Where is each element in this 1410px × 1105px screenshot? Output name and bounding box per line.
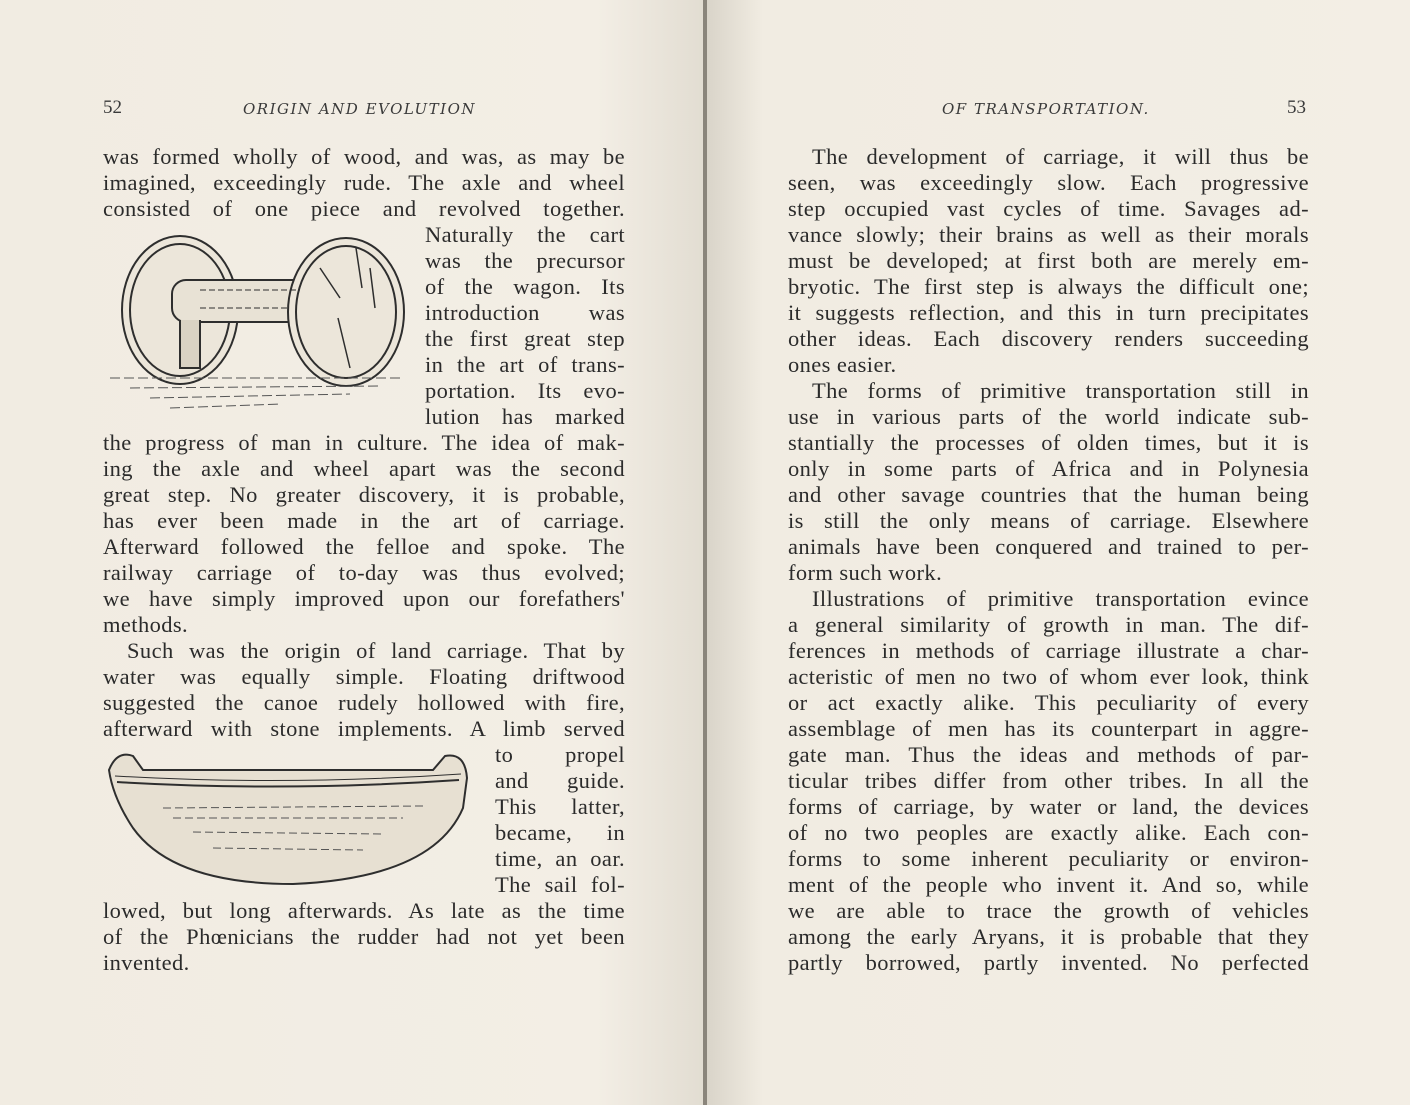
right-line-5: must be developed; at first both are merely em- xyxy=(788,248,1309,273)
left-line-11: lution has marked xyxy=(425,404,625,429)
left-line-27: became, in xyxy=(495,820,625,845)
right-folio: 53 xyxy=(1287,97,1306,118)
right-line-22: or act exactly alike. This peculiarity of every xyxy=(788,690,1309,715)
right-line-14: and other savage countries that the human being xyxy=(788,482,1309,507)
left-line-6: of the wagon. Its xyxy=(425,274,625,299)
right-line-31: among the early Aryans, it is probable that they xyxy=(788,924,1309,949)
left-line-12: the progress of man in culture. The idea of mak- xyxy=(103,430,625,455)
right-line-20: ferences in methods of carriage illustrate a char- xyxy=(788,638,1309,663)
right-line-11: use in various parts of the world indicate sub- xyxy=(788,404,1309,429)
right-line-30: we are able to trace the growth of vehicles xyxy=(788,898,1309,923)
right-line-13: only in some parts of Africa and in Polynesia xyxy=(788,456,1309,481)
right-line-3: step occupied vast cycles of time. Savages ad- xyxy=(788,196,1309,221)
left-line-14: great step. No greater discovery, it is probable, xyxy=(103,482,625,507)
right-page xyxy=(707,0,1410,1105)
left-line-15: has ever been made in the art of carriage. xyxy=(103,508,625,533)
right-line-6: bryotic. The first step is always the difficult one; xyxy=(788,274,1309,299)
right-line-17: form such work. xyxy=(788,560,943,585)
canoe-illustration xyxy=(103,748,473,890)
right-line-28: forms to some inherent peculiarity or environ- xyxy=(788,846,1309,871)
left-line-25: and guide. xyxy=(495,768,625,793)
right-line-24: gate man. Thus the ideas and methods of par- xyxy=(788,742,1309,767)
right-line-21: acteristic of men no two of whom ever look, think xyxy=(788,664,1309,689)
right-line-7: it suggests reflection, and this in turn precipitates xyxy=(788,300,1309,325)
left-line-23: afterward with stone implements. A limb served xyxy=(103,716,625,741)
right-line-26: forms of carriage, by water or land, the devices xyxy=(788,794,1309,819)
right-line-16: animals have been conquered and trained to per- xyxy=(788,534,1309,559)
right-line-19: a general similarity of growth in man. The dif- xyxy=(788,612,1309,637)
right-line-18: Illustrations of primitive transportation evince xyxy=(812,586,1309,611)
right-line-8: other ideas. Each discovery renders succeeding xyxy=(788,326,1309,351)
left-line-24: to propel xyxy=(495,742,625,767)
left-line-32: invented. xyxy=(103,950,190,975)
right-line-25: ticular tribes differ from other tribes. In all the xyxy=(788,768,1309,793)
right-line-23: assemblage of men has its counterpart in aggre- xyxy=(788,716,1309,741)
left-page xyxy=(0,0,703,1105)
right-line-12: stantially the processes of olden times, but it is xyxy=(788,430,1309,455)
right-line-1: The development of carriage, it will thus be xyxy=(812,144,1309,169)
left-line-21: water was equally simple. Floating driftwood xyxy=(103,664,625,689)
left-line-2: imagined, exceedingly rude. The axle and wheel xyxy=(103,170,625,195)
right-line-9: ones easier. xyxy=(788,352,897,377)
right-line-29: ment of the people who invent it. And so, while xyxy=(788,872,1309,897)
left-line-26: This latter, xyxy=(495,794,625,819)
left-line-22: suggested the canoe rudely hollowed with fire, xyxy=(103,690,625,715)
right-line-27: of no two peoples are exactly alike. Each con- xyxy=(788,820,1309,845)
left-line-19: methods. xyxy=(103,612,189,637)
left-line-1: was formed wholly of wood, and was, as may be xyxy=(103,144,625,169)
left-line-4: Naturally the cart xyxy=(425,222,625,247)
left-running-title: ORIGIN AND EVOLUTION xyxy=(243,100,477,118)
left-line-10: portation. Its evo- xyxy=(425,378,625,403)
left-line-16: Afterward followed the felloe and spoke. The xyxy=(103,534,625,559)
left-line-20: Such was the origin of land carriage. That by xyxy=(127,638,625,663)
left-line-3: consisted of one piece and revolved together. xyxy=(103,196,625,221)
left-line-8: the first great step xyxy=(425,326,625,351)
right-line-4: vance slowly; their brains as well as their morals xyxy=(788,222,1309,247)
right-running-title: OF TRANSPORTATION. xyxy=(942,100,1150,118)
left-line-5: was the precursor xyxy=(425,248,625,273)
right-line-15: is still the only means of carriage. Elsewhere xyxy=(788,508,1309,533)
left-line-28: time, an oar. xyxy=(495,846,625,871)
left-line-18: we have simply improved upon our forefathers' xyxy=(103,586,625,611)
left-line-31: of the Phœnicians the rudder had not yet been xyxy=(103,924,625,949)
left-line-13: ing the axle and wheel apart was the second xyxy=(103,456,625,481)
left-line-17: railway carriage of to-day was thus evolved; xyxy=(103,560,625,585)
left-folio: 52 xyxy=(103,97,122,118)
right-line-2: seen, was exceedingly slow. Each progressive xyxy=(788,170,1309,195)
left-line-29: The sail fol- xyxy=(495,872,625,897)
right-line-32: partly borrowed, partly invented. No perfected xyxy=(788,950,1309,975)
right-line-10: The forms of primitive transportation still in xyxy=(812,378,1309,403)
cart-illustration xyxy=(100,228,410,418)
left-line-7: introduction was xyxy=(425,300,625,325)
left-line-30: lowed, but long afterwards. As late as the time xyxy=(103,898,625,923)
left-line-9: in the art of trans- xyxy=(425,352,625,377)
